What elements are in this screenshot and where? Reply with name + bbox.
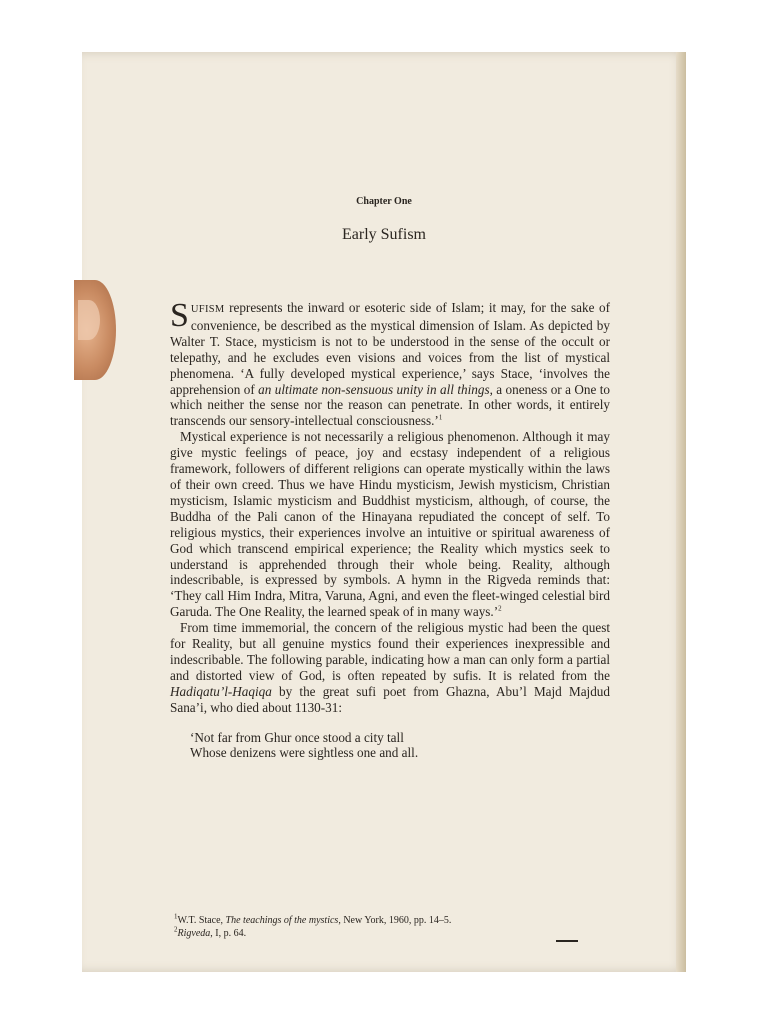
thumb-nail [78,300,100,340]
verse-line: Whose denizens were sightless one and all. [190,745,419,761]
verse-quote [190,730,610,762]
verse-line: ‘Not far from Ghur once stood a city tall [190,729,404,745]
paragraph-1-text-a: represents the inward or esoteric side of Islam; it may, for the sake of convenience, be described as the mystical dimension of Islam. As depicted by Walter T. Stace, mysticism is not to be understood in the sense of the occult or telepathy, and he excludes even visions and voices from the list of mystical phenomena. ‘A fully developed mystical experience,’ says Stace, ‘involves the apprehension of [170,300,610,397]
paragraph-3-italic: Hadiqatu’l-Haqiqa [170,683,272,699]
small-caps-word: UFISM [190,304,225,315]
footnote-2 [174,927,614,940]
paragraph-3 [170,620,610,715]
chapter-label: Chapter One [356,196,412,207]
footnote-1-text-b: , New York, 1960, pp. 14–5. [338,915,452,926]
thumb [74,280,116,380]
footnote-ref-2[interactable]: 2 [498,604,502,613]
paragraph-1 [170,297,611,429]
drop-cap: S [170,297,189,334]
paragraph-1-italic: an ultimate non-sensuous unity in all things [258,381,490,397]
footnotes [174,914,614,940]
page-edge [676,52,686,972]
footnote-1 [174,914,614,927]
footnote-1-italic: The teachings of the mystics [225,915,339,926]
book-page [82,52,686,972]
footnote-2-italic: Rigveda [177,928,211,939]
footnote-number: 1 [174,912,178,921]
footnote-ref-1[interactable]: 1 [438,413,443,422]
paragraph-1-text-b: , a oneness or a One to which neither the sense nor the reason can penetrate. In other words, it entirely transcends our sensory-intellectual consciousness.’ [170,381,611,429]
footnote-number: 2 [174,925,178,934]
paragraph-2 [170,429,610,620]
body-text [170,297,611,761]
page-end-dash [556,940,578,942]
chapter-title: Early Sufism [342,226,426,243]
footnote-1-text-a: W.T. Stace, [177,915,226,926]
paragraph-3-text-a: From time immemorial, the concern of the religious mystic had been the quest for Reality, but all genuine mystics found their experiences inexpressible and indescribable. The following parable, indicating how a man can only form a partial and distorted view of God, is often repeated by sufis. It is related from the [170,620,610,683]
paragraph-3-text-b: by the great sufi poet from Ghazna, Abu’l Majd Majdud Sana’i, who died about 1130-31: [170,683,610,715]
footnote-2-text-b: , I, p. 64. [210,928,247,939]
paragraph-2-text: Mystical experience is not necessarily a religious phenomenon. Although it may give mystic feelings of peace, joy and ecstasy independent of a religious framework, followers of different religions can operate mystically within the laws of their own creed. Thus we have Hindu mysticism, Jewish mysticism, Christian mysticism, Islamic mysticism and Buddhist mysticism, although, of course, the Buddha of the Pali canon of the Hinayana repudiated the concept of self. To religious mystics, their experiences involve an intuitive or spiritual awareness of God which transcend empirical experience; the Reality which mystics seek to understand is apprehended through their whole being. Reality, although indescribable, is expressed by symbols. A hymn in the Rigveda reminds that: ‘They call Him Indra, Mitra, Varuna, Agni, and even the fleet-winged celestial bird Garuda. The One Reality, the learned speak of in many ways.’ [170,429,610,620]
